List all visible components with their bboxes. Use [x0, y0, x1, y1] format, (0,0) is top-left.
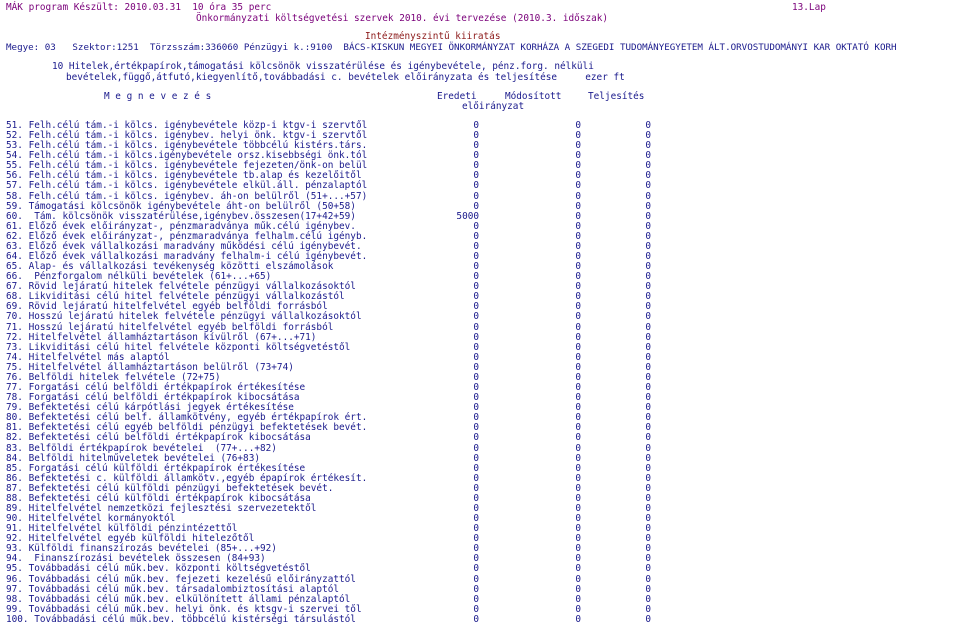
- original-value: 0: [473, 402, 479, 414]
- original-value: 0: [473, 452, 479, 464]
- actual-value: 0: [645, 170, 651, 182]
- modified-value: 0: [575, 543, 581, 555]
- original-value: 0: [473, 422, 479, 434]
- original-value: 0: [473, 543, 479, 555]
- modified-value: 0: [575, 523, 581, 535]
- actual-value: 0: [645, 603, 651, 615]
- row-label: 65. Alap- és vállalkozási tevékenység közötti elszámolások: [6, 261, 334, 273]
- original-value: 0: [473, 502, 479, 514]
- report-subtitle: Önkormányzati költségvetési szervek 2010. évi tervezése (2010.3. időszak): [196, 13, 609, 24]
- row-label: 83. Belföldi értékpapírok bevételei (77+...+82): [6, 442, 277, 454]
- modified-value: 0: [575, 573, 581, 585]
- actual-value: 0: [645, 130, 651, 142]
- original-value: 0: [473, 492, 479, 504]
- original-value: 0: [473, 331, 479, 343]
- actual-value: 0: [645, 462, 651, 474]
- row-label: 71. Hosszú lejáratú hitelfelvétel egyéb belföldi forrásból: [6, 321, 334, 333]
- original-value: 0: [473, 251, 479, 263]
- original-value: 0: [473, 613, 479, 625]
- row-label: 100. Továbbadási célú műk.bev. többcélú kistérségi társulástól: [6, 613, 356, 625]
- program-line: MÁK program Készült: 2010.03.31 10 óra 35 perc: [6, 2, 272, 13]
- column-header-original-sub: előirányzat: [462, 101, 525, 112]
- actual-value: 0: [645, 120, 651, 131]
- original-value: 0: [473, 291, 479, 303]
- original-value: 0: [473, 351, 479, 363]
- original-value: 0: [473, 482, 479, 494]
- actual-value: 0: [645, 492, 651, 504]
- original-value: 0: [473, 392, 479, 404]
- modified-value: 0: [575, 301, 581, 313]
- modified-value: 0: [575, 240, 581, 252]
- modified-value: 0: [575, 140, 581, 152]
- original-value: 0: [473, 533, 479, 545]
- original-value: 0: [473, 553, 479, 565]
- row-label: 62. Előző évek előirányzat-, pénzmaradványa felhalm.célú igényb.: [6, 230, 368, 242]
- original-value: 0: [473, 361, 479, 373]
- row-label: 58. Felh.célú tám.-i kölcs. igénybev. áh-on belülről (51+...+57): [6, 190, 368, 202]
- modified-value: 0: [575, 502, 581, 514]
- actual-value: 0: [645, 301, 651, 313]
- actual-value: 0: [645, 361, 651, 373]
- original-value: 0: [473, 462, 479, 474]
- actual-value: 0: [645, 291, 651, 303]
- actual-value: 0: [645, 331, 651, 343]
- modified-value: 0: [575, 210, 581, 222]
- row-label: 68. Likviditási célú hitel felvétele pénzügyi vállalkozástól: [6, 291, 345, 303]
- modified-value: 0: [575, 200, 581, 212]
- actual-value: 0: [645, 583, 651, 595]
- column-header-modified: Módosított: [505, 91, 562, 102]
- original-value: 0: [473, 150, 479, 162]
- modified-value: 0: [575, 341, 581, 353]
- actual-value: 0: [645, 371, 651, 383]
- actual-value: 0: [645, 140, 651, 152]
- actual-value: 0: [645, 563, 651, 575]
- row-label: 86. Befektetési c. külföldi államkötv.,egyéb épapírok értékesít.: [6, 472, 368, 484]
- original-value: 0: [473, 513, 479, 525]
- modified-value: 0: [575, 603, 581, 615]
- modified-value: 0: [575, 281, 581, 293]
- modified-value: 0: [575, 291, 581, 303]
- original-value: 0: [473, 593, 479, 605]
- modified-value: 0: [575, 130, 581, 142]
- actual-value: 0: [645, 523, 651, 535]
- actual-value: 0: [645, 553, 651, 565]
- row-label: 56. Felh.célú tám.-i kölcs. igénybevétele tb.alap és kezelőitől: [6, 170, 362, 182]
- row-label: 69. Rövid lejáratú hitelfelvétel egyéb belföldi forrásból: [6, 301, 328, 313]
- row-label: 59. Támogatási kölcsönök igénybevétele áht-on belülről (50+58): [6, 200, 356, 212]
- original-value: 0: [473, 563, 479, 575]
- row-label: 66. Pénzforgalom nélküli bevételek (61+...+65): [6, 271, 272, 283]
- row-label: 91. Hitelfelvétel külföldi pénzintézettől: [6, 523, 238, 535]
- modified-value: 0: [575, 331, 581, 343]
- row-label: 75. Hitelfelvétel államháztartáson belülről (73+74): [6, 361, 294, 373]
- original-value: 0: [473, 472, 479, 484]
- row-label: 52. Felh.célú tám.-i kölcs. igénybev. helyi önk. ktgv-i szervtől: [6, 130, 368, 142]
- original-value: 0: [473, 271, 479, 283]
- actual-value: 0: [645, 402, 651, 414]
- row-label: 94. Finanszírozási bevételek összesen (84+93): [6, 553, 266, 565]
- actual-value: 0: [645, 543, 651, 555]
- original-value: 0: [473, 120, 479, 131]
- modified-value: 0: [575, 230, 581, 242]
- original-value: 0: [473, 230, 479, 242]
- row-label: 89. Hitelfelvétel nemzetközi fejlesztési szervezetektől: [6, 502, 317, 514]
- row-label: 54. Felh.célú tám.-i kölcs.igénybevétele orsz.kisebbségi önk.tól: [6, 150, 368, 162]
- row-label: 77. Forgatási célú belföldi értékpapírok értékesítése: [6, 382, 306, 394]
- row-label: 67. Rövid lejáratú hitelek felvétele pénzügyi vállalkozásoktól: [6, 281, 356, 293]
- modified-value: 0: [575, 190, 581, 202]
- modified-value: 0: [575, 412, 581, 424]
- original-value: 0: [473, 321, 479, 333]
- row-label: 53. Felh.célú tám.-i kölcs. igénybevétele többcélú kistérs.társ.: [6, 140, 368, 152]
- actual-value: 0: [645, 593, 651, 605]
- modified-value: 0: [575, 492, 581, 504]
- original-value: 0: [473, 583, 479, 595]
- actual-value: 0: [645, 160, 651, 172]
- modified-value: 0: [575, 220, 581, 232]
- modified-value: 0: [575, 563, 581, 575]
- modified-value: 0: [575, 251, 581, 263]
- modified-value: 0: [575, 351, 581, 363]
- modified-value: 0: [575, 271, 581, 283]
- actual-value: 0: [645, 392, 651, 404]
- original-value: 0: [473, 180, 479, 192]
- modified-value: 0: [575, 613, 581, 625]
- row-label: 51. Felh.célú tám.-i kölcs. igénybevétele közp-i ktgv-i szervtől: [6, 120, 368, 131]
- actual-value: 0: [645, 240, 651, 252]
- modified-value: 0: [575, 452, 581, 464]
- actual-value: 0: [645, 351, 651, 363]
- modified-value: 0: [575, 472, 581, 484]
- report-title: Intézményszintű kiiratás: [365, 31, 501, 42]
- actual-value: 0: [645, 210, 651, 222]
- original-value: 0: [473, 261, 479, 273]
- row-label: 81. Befektetési célú egyéb belföldi pénzügyi befektetések bevét.: [6, 422, 368, 434]
- modified-value: 0: [575, 311, 581, 323]
- original-value: 0: [473, 603, 479, 615]
- actual-value: 0: [645, 613, 651, 625]
- original-value: 0: [473, 412, 479, 424]
- row-label: 84. Belföldi hitelműveletek bevételei (76+83): [6, 452, 260, 464]
- original-value: 0: [473, 371, 479, 383]
- modified-value: 0: [575, 432, 581, 444]
- original-value: 0: [473, 432, 479, 444]
- row-label: 76. Belföldi hitelek felvétele (72+75): [6, 371, 221, 383]
- row-label: 57. Felh.célú tám.-i kölcs. igénybevétele elkül.áll. pénzalaptól: [6, 180, 368, 192]
- original-value: 0: [473, 160, 479, 172]
- column-header-name: M e g n e v e z é s: [104, 91, 212, 102]
- modified-value: 0: [575, 553, 581, 565]
- modified-value: 0: [575, 170, 581, 182]
- actual-value: 0: [645, 533, 651, 545]
- modified-value: 0: [575, 371, 581, 383]
- table-row: [0, 433, 960, 443]
- row-label: 63. Előző évek vállalkozási maradvány működési célú igénybevét.: [6, 240, 362, 252]
- row-label: 96. Továbbadási célú műk.bev. fejezeti kezelésű előirányzattól: [6, 573, 356, 585]
- actual-value: 0: [645, 321, 651, 333]
- row-label: 79. Befektetési célú kárpótlási jegyek értékesítése: [6, 402, 294, 414]
- row-label: 97. Továbbadási célú műk.bev. társadalombiztosítási alaptól: [6, 583, 340, 595]
- page-number: 13.Lap: [792, 2, 826, 13]
- actual-value: 0: [645, 341, 651, 353]
- actual-value: 0: [645, 311, 651, 323]
- row-label: 92. Hitelfelvétel egyéb külföldi hitelezőtől: [6, 533, 255, 545]
- actual-value: 0: [645, 412, 651, 424]
- original-value: 0: [473, 140, 479, 152]
- row-label: 70. Hosszú lejáratú hitelek felvétele pénzügyi vállalkozásoktól: [6, 311, 362, 323]
- row-label: 55. Felh.célú tám.-i kölcs. igénybevétele fejezeten/önk-on belül: [6, 160, 368, 172]
- row-label: 98. Továbbadási célú műk.bev. elkülönített állami pénzalaptól: [6, 593, 351, 605]
- column-header-actual: Teljesítés: [588, 91, 645, 102]
- actual-value: 0: [645, 200, 651, 212]
- row-label: 80. Befektetési célú belf. államkötvény, egyéb értékpapírok ért.: [6, 412, 368, 424]
- column-header-original: Eredeti: [437, 91, 477, 102]
- modified-value: 0: [575, 382, 581, 394]
- actual-value: 0: [645, 190, 651, 202]
- table-row: [0, 615, 960, 625]
- modified-value: 0: [575, 180, 581, 192]
- actual-value: 0: [645, 432, 651, 444]
- modified-value: 0: [575, 533, 581, 545]
- row-label: 87. Befektetési célú külföldi pénzügyi befektetések bevét.: [6, 482, 334, 494]
- original-value: 0: [473, 240, 479, 252]
- actual-value: 0: [645, 472, 651, 484]
- actual-value: 0: [645, 230, 651, 242]
- original-value: 0: [473, 382, 479, 394]
- original-value: 0: [473, 523, 479, 535]
- actual-value: 0: [645, 573, 651, 585]
- modified-value: 0: [575, 513, 581, 525]
- row-label: 90. Hitelfelvétel kormányoktól: [6, 513, 176, 525]
- modified-value: 0: [575, 462, 581, 474]
- actual-value: 0: [645, 422, 651, 434]
- actual-value: 0: [645, 382, 651, 394]
- actual-value: 0: [645, 150, 651, 162]
- row-label: 78. Forgatási célú belföldi értékpapírok kibocsátása: [6, 392, 300, 404]
- actual-value: 0: [645, 482, 651, 494]
- row-label: 85. Forgatási célú külföldi értékpapírok értékesítése: [6, 462, 306, 474]
- row-label: 88. Befektetési célú külföldi értékpapírok kibocsátása: [6, 492, 311, 504]
- row-label: 99. Továbbadási célú műk.bev. helyi önk. és ktsgv-i szervei től: [6, 603, 362, 615]
- modified-value: 0: [575, 321, 581, 333]
- modified-value: 0: [575, 442, 581, 454]
- modified-value: 0: [575, 402, 581, 414]
- original-value: 0: [473, 190, 479, 202]
- original-value: 0: [473, 281, 479, 293]
- modified-value: 0: [575, 261, 581, 273]
- modified-value: 0: [575, 583, 581, 595]
- actual-value: 0: [645, 513, 651, 525]
- modified-value: 0: [575, 150, 581, 162]
- actual-value: 0: [645, 502, 651, 514]
- original-value: 0: [473, 130, 479, 142]
- row-label: 64. Előző évek vállalkozási maradvány felhalm-i célú igénybevét.: [6, 251, 368, 263]
- original-value: 0: [473, 200, 479, 212]
- modified-value: 0: [575, 160, 581, 172]
- original-value: 5000: [456, 210, 479, 222]
- row-label: 60. Tám. kölcsönök visszatérülése,igénybev.összesen(17+42+59): [6, 210, 356, 222]
- original-value: 0: [473, 170, 479, 182]
- organization-line: Megye: 03 Szektor:1251 Törzsszám:336060 Pénzügyi k.:9100 BÁCS-KISKUN MEGYEI ÖNKORMÁNYZAT KORHÁZA A SZEGEDI TUDOMÁNYEGYETEM ÁLT.ORVOSTUDOMÁNYI KAR OKTATÓ KORH: [6, 42, 897, 53]
- row-label: 61. Előző évek előirányzat-, pénzmaradványa műk.célú igénybev.: [6, 220, 356, 232]
- original-value: 0: [473, 442, 479, 454]
- row-label: 73. Likviditási célú hitel felvétele központi költségvetéstől: [6, 341, 351, 353]
- table-row: [0, 564, 960, 574]
- modified-value: 0: [575, 422, 581, 434]
- modified-value: 0: [575, 482, 581, 494]
- modified-value: 0: [575, 361, 581, 373]
- original-value: 0: [473, 573, 479, 585]
- original-value: 0: [473, 220, 479, 232]
- actual-value: 0: [645, 220, 651, 232]
- row-label: 82. Befektetési célú belföldi értékpapírok kibocsátása: [6, 432, 311, 444]
- actual-value: 0: [645, 180, 651, 192]
- section-line-2: bevételek,függő,átfutó,kiegyenlítő,továbbadási c. bevételek előirányzata és teljesítése ezer ft: [66, 72, 625, 83]
- original-value: 0: [473, 341, 479, 353]
- data-table: [0, 121, 960, 625]
- row-label: 95. Továbbadási célú műk.bev. központi költségvetéstől: [6, 563, 311, 575]
- row-label: 93. Külföldi finanszírozás bevételei (85+...+92): [6, 543, 277, 555]
- modified-value: 0: [575, 593, 581, 605]
- modified-value: 0: [575, 392, 581, 404]
- actual-value: 0: [645, 251, 651, 263]
- original-value: 0: [473, 301, 479, 313]
- section-line-1: 10 Hitelek,értékpapírok,támogatási kölcsönök visszatérülése és igénybevétele, pénz.forg. nélküli: [52, 61, 594, 72]
- actual-value: 0: [645, 281, 651, 293]
- row-label: 72. Hitelfelvétel államháztartáson kívülről (67+...+71): [6, 331, 317, 343]
- actual-value: 0: [645, 452, 651, 464]
- actual-value: 0: [645, 271, 651, 283]
- actual-value: 0: [645, 442, 651, 454]
- row-label: 74. Hitelfelvétel más alaptól: [6, 351, 170, 363]
- modified-value: 0: [575, 120, 581, 131]
- actual-value: 0: [645, 261, 651, 273]
- original-value: 0: [473, 311, 479, 323]
